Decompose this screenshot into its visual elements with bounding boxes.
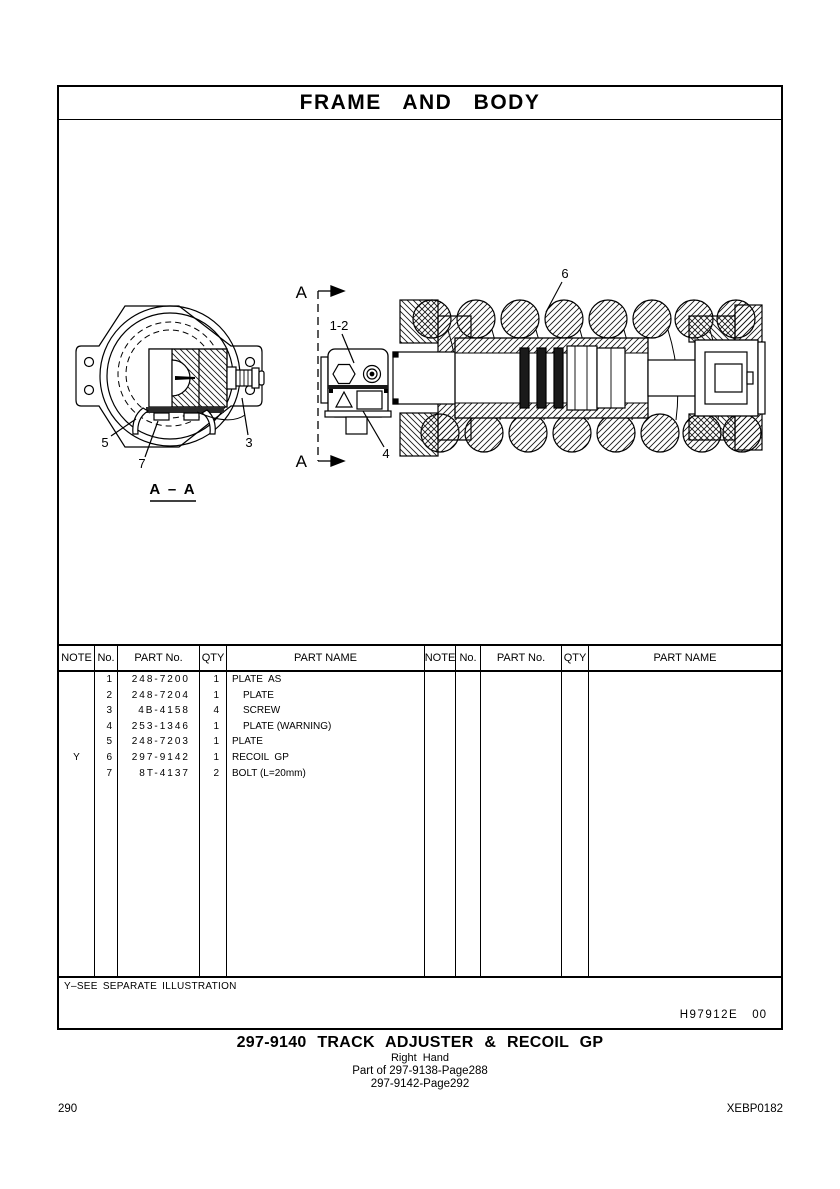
cell-no2 xyxy=(456,734,481,750)
header-qty-2: QTY xyxy=(562,646,589,670)
cell-qty2 xyxy=(562,750,589,766)
cell-no: 3 xyxy=(95,703,118,719)
cell-note2 xyxy=(425,719,456,735)
cell-name: PLATE (WARNING) xyxy=(227,719,425,735)
header-note: NOTE xyxy=(59,646,95,670)
cell-note xyxy=(59,734,95,750)
cell-pn: 253-1346 xyxy=(118,719,200,735)
cell-no: 5 xyxy=(95,734,118,750)
cell-qty: 4 xyxy=(200,703,227,719)
cell-qty: 2 xyxy=(200,766,227,782)
cell-no2 xyxy=(456,719,481,735)
doc-code: XEBP0182 xyxy=(726,1103,783,1115)
page-number: 290 xyxy=(58,1103,78,1115)
cell-note xyxy=(59,688,95,704)
table-header xyxy=(59,644,781,672)
cell-note2 xyxy=(425,734,456,750)
cell-name: RECOIL GP xyxy=(227,750,425,766)
cell-qty: 1 xyxy=(200,719,227,735)
cell-note2 xyxy=(425,766,456,782)
table-filler-row xyxy=(59,781,781,976)
drawing-area xyxy=(59,120,781,644)
parts-diagram xyxy=(59,120,780,644)
group-title: 297-9140 TRACK ADJUSTER & RECOIL GP xyxy=(236,1034,604,1051)
cell-no: 2 xyxy=(95,688,118,704)
cell-pn2 xyxy=(481,719,562,735)
cell-no: 4 xyxy=(95,719,118,735)
cell-note2 xyxy=(425,688,456,704)
cell-qty: 1 xyxy=(200,672,227,688)
table-row xyxy=(59,672,781,688)
recoil-assembly xyxy=(393,282,765,456)
header-no-2: No. xyxy=(456,646,481,670)
page-title: FRAME AND BODY xyxy=(59,87,781,120)
callout-3: 3 xyxy=(245,435,253,450)
part-of-reference: Part of 297-9138-Page288 xyxy=(352,1065,488,1077)
cell-qty: 1 xyxy=(200,688,227,704)
cell-pn: 248-7203 xyxy=(118,734,200,750)
cell-pn2 xyxy=(481,703,562,719)
cell-name: SCREW xyxy=(227,703,425,719)
cell-pn: 8T-4137 xyxy=(118,766,200,782)
footnote: Y–SEE SEPARATE ILLUSTRATION xyxy=(64,981,237,992)
valve-block xyxy=(321,334,391,447)
group-subtitle: Right Hand xyxy=(390,1052,450,1064)
cell-note2 xyxy=(425,672,456,688)
table-body xyxy=(59,672,781,976)
callout-1-2: 1-2 xyxy=(329,318,349,333)
cell-name: PLATE xyxy=(227,688,425,704)
cell-qty: 1 xyxy=(200,750,227,766)
cell-pn: 297-9142 xyxy=(118,750,200,766)
table-footer xyxy=(59,976,781,1028)
section-marker-bottom: A xyxy=(295,452,307,471)
cell-note2 xyxy=(425,750,456,766)
cell-no2 xyxy=(456,688,481,704)
table-row xyxy=(59,750,781,766)
cell-qty2 xyxy=(562,734,589,750)
cell-name2 xyxy=(589,750,781,766)
header-part-no-2: PART No. xyxy=(481,646,562,670)
cell-name: BOLT (L=20mm) xyxy=(227,766,425,782)
table-row xyxy=(59,766,781,782)
cell-no: 7 xyxy=(95,766,118,782)
drawing-code xyxy=(680,1009,767,1021)
bottom-title-block xyxy=(57,1034,783,1090)
table-row xyxy=(59,688,781,704)
cell-name: PLATE AS xyxy=(227,672,425,688)
section-marker-top: A xyxy=(295,283,307,302)
cell-pn2 xyxy=(481,766,562,782)
cell-pn2 xyxy=(481,750,562,766)
cell-note xyxy=(59,672,95,688)
section-label: A – A xyxy=(149,481,197,498)
cell-qty: 1 xyxy=(200,734,227,750)
table-row xyxy=(59,703,781,719)
continued-reference: 297-9142-Page292 xyxy=(370,1078,470,1090)
header-note-2: NOTE xyxy=(425,646,456,670)
callout-7: 7 xyxy=(138,456,146,471)
header-qty: QTY xyxy=(200,646,227,670)
cell-no: 1 xyxy=(95,672,118,688)
drawing-code-value: H97912E xyxy=(679,1009,739,1021)
cell-no2 xyxy=(456,672,481,688)
cell-name: PLATE xyxy=(227,734,425,750)
cell-no2 xyxy=(456,703,481,719)
cell-no2 xyxy=(456,766,481,782)
cell-name2 xyxy=(589,734,781,750)
cell-pn2 xyxy=(481,688,562,704)
cell-name2 xyxy=(589,766,781,782)
callout-6: 6 xyxy=(561,266,569,281)
callout-5: 5 xyxy=(101,435,109,450)
revision-number: 00 xyxy=(752,1009,767,1021)
callout-4: 4 xyxy=(382,446,390,461)
header-part-no: PART No. xyxy=(118,646,200,670)
cell-note xyxy=(59,703,95,719)
cell-no: 6 xyxy=(95,750,118,766)
cell-note: Y xyxy=(59,750,95,766)
cell-qty2 xyxy=(562,688,589,704)
page-frame xyxy=(57,85,783,1030)
header-part-name-2: PART NAME xyxy=(653,652,717,664)
header-no: No. xyxy=(95,646,118,670)
header-part-name: PART NAME xyxy=(227,646,425,670)
cell-no2 xyxy=(456,750,481,766)
cell-qty2 xyxy=(562,719,589,735)
cell-qty2 xyxy=(562,703,589,719)
cell-qty2 xyxy=(562,672,589,688)
cell-name2 xyxy=(589,672,781,688)
cell-pn: 248-7204 xyxy=(118,688,200,704)
cell-pn2 xyxy=(481,734,562,750)
cell-pn: 248-7200 xyxy=(118,672,200,688)
table-row xyxy=(59,734,781,750)
cell-pn: 4B-4158 xyxy=(118,703,200,719)
cell-name2 xyxy=(589,688,781,704)
cell-name2 xyxy=(589,719,781,735)
table-body-rows xyxy=(59,672,781,781)
cell-note xyxy=(59,766,95,782)
cell-note2 xyxy=(425,703,456,719)
cell-note xyxy=(59,719,95,735)
table-row xyxy=(59,719,781,735)
cell-qty2 xyxy=(562,766,589,782)
cell-pn2 xyxy=(481,672,562,688)
cell-name2 xyxy=(589,703,781,719)
